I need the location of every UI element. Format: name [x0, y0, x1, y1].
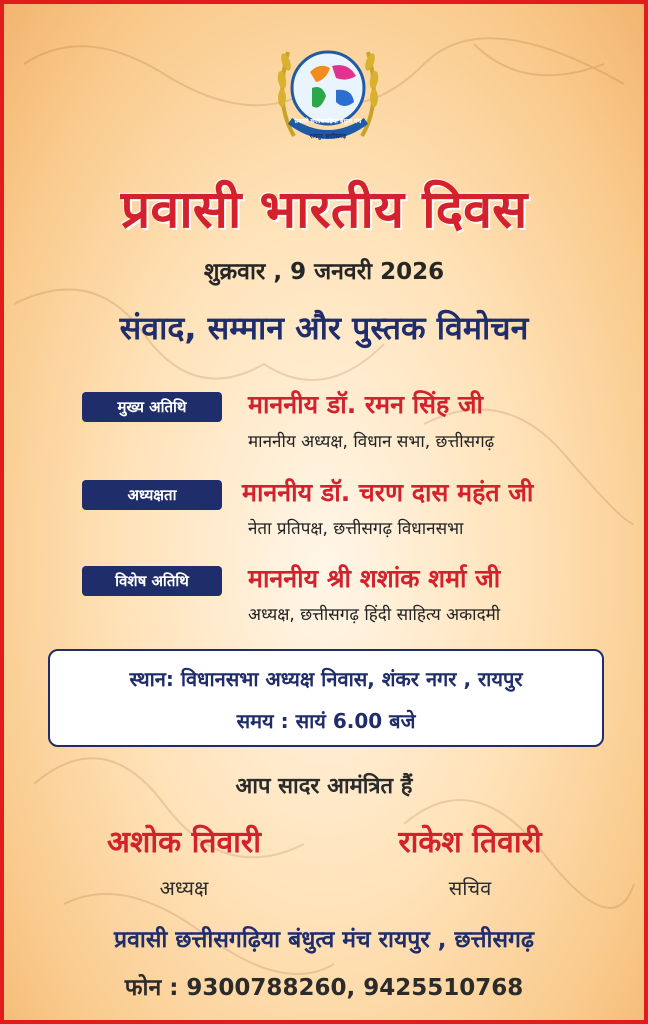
special-guest-role: अध्यक्ष, छत्तीसगढ़ हिंदी साहित्य अकादमी	[248, 605, 501, 625]
event-title: प्रवासी भारतीय दिवस	[120, 180, 528, 240]
host-secretary-name: राकेश तिवारी	[398, 825, 542, 860]
contact-phone: फोन : 9300788260, 9425510768	[124, 975, 524, 1001]
host-secretary-role: सचिव	[448, 876, 492, 900]
chief-guest-name: माननीय डॉ. रमन सिंह जी	[248, 390, 484, 419]
presiding-badge: अध्यक्षता	[82, 480, 222, 510]
event-subtitle: संवाद, सम्मान और पुस्तक विमोचन	[119, 309, 529, 347]
venue-place: स्थान: विधानसभा अध्यक्ष निवास, शंकर नगर , रायपुर	[129, 667, 523, 691]
presiding-name: माननीय डॉ. चरण दास महंत जी	[242, 478, 534, 507]
host-president-role: अध्यक्ष	[159, 876, 209, 900]
logo-ring-bottom-text: रायपुर छत्तीसगढ़	[309, 133, 347, 140]
chief-guest-badge: मुख्य अतिथि	[82, 392, 222, 422]
special-guest-badge: विशेष अतिथि	[82, 566, 222, 596]
presiding-role: नेता प्रतिपक्ष, छत्तीसगढ़ विधानसभा	[248, 519, 464, 539]
chief-guest-role: माननीय अध्यक्ष, विधान सभा, छत्तीसगढ़	[248, 432, 495, 452]
special-guest-name: माननीय श्री शशांक शर्मा जी	[248, 564, 501, 593]
event-date: शुक्रवार , 9 जनवरी 2026	[203, 259, 445, 285]
logo-ring-top-text: प्रवासी छत्तीसगढ़िया बंधुत्व मंच	[294, 118, 362, 125]
host-president-name: अशोक तिवारी	[107, 825, 261, 860]
venue-time: समय : सायं 6.00 बजे	[236, 709, 416, 733]
map-background-decoration	[4, 4, 644, 1020]
invitation-line: आप सादर आमंत्रित हैं	[235, 774, 413, 799]
organization-name: प्रवासी छत्तीसगढ़िया बंधुत्व मंच रायपुर , छत्तीसगढ़	[114, 927, 534, 953]
venue-box	[48, 649, 604, 747]
